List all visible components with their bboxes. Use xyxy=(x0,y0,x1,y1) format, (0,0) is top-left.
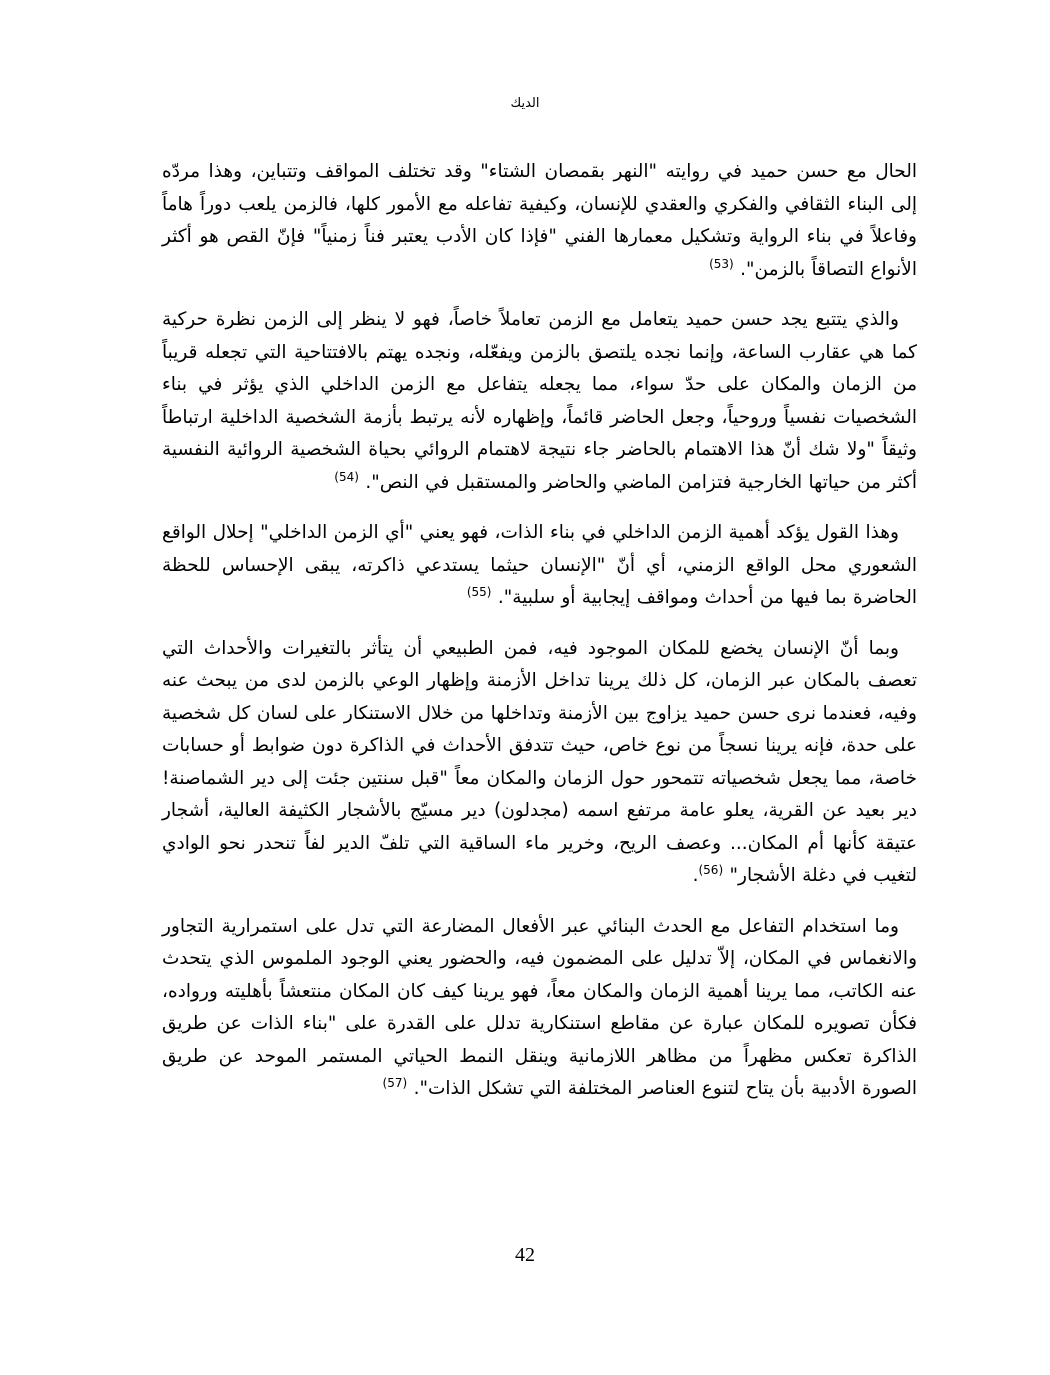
body-text xyxy=(162,156,917,1124)
paragraph-text: وهذا القول يؤكد أهمية الزمن الداخلي في بناء الذات، فهو يعني "أي الزمن الداخلي" إحلال الواقع الشعوري محل الواقع الزمني، أي أنّ "الإنسان حيثما يستدعي ذاكرته، يبقى الإحساس للحظة الحاضرة بما فيها من أحداث ومواقف إيجابية أو سلبية". xyxy=(162,522,917,608)
footnote-ref-53[interactable]: (53) xyxy=(709,256,734,271)
paragraph-1 xyxy=(162,156,917,286)
running-header: الديك xyxy=(510,96,540,111)
paragraph-suffix: . xyxy=(692,865,699,886)
paragraph-text: وبما أنّ الإنسان يخضع للمكان الموجود فيه، فمن الطبيعي أن يتأثر بالتغيرات والأحداث التي تعصف بالمكان عبر الزمان، كل ذلك يرينا تداخل الأزمنة وإظهار الوعي بالزمن لدى من يبحث عنه وفيه، فعندما نرى حسن حميد يزاوج بين الأزمنة وتداخلها من خلال الاستنكار على لسان كل شخصية على حدة، فإنه يرينا نسجاً من نوع خاص، حيث تتدفق الأحداث في الذاكرة دون ضوابط أو حسابات خاصة، مما يجعل شخصياته تتمحور حول الزمان والمكان معاً "قبل سنتين جئت إلى دير الشماصنة! دير بعيد عن القرية، يعلو عامة مرتفع اسمه (مجدلون) دير مسيّج بالأشجار الكثيفة العالية، أشجار عتيقة كأنها أم المكان... وعصف الريح، وخرير ماء الساقية التي تلفّ الدير لفاً تنحدر نحو الوادي لتغيب في دغلة الأشجار" xyxy=(162,637,917,886)
paragraph-4 xyxy=(162,633,917,893)
page-number: 42 xyxy=(515,1244,535,1266)
footnote-ref-54[interactable]: (54) xyxy=(334,469,359,484)
paragraph-3 xyxy=(162,517,917,615)
footnote-ref-57[interactable]: (57) xyxy=(382,1075,408,1090)
paragraph-2 xyxy=(162,304,917,499)
paragraph-5 xyxy=(162,911,917,1106)
paragraph-text: وما استخدام التفاعل مع الحدث البنائي عبر الأفعال المضارعة التي تدل على استمرارية التجاور والانغماس في المكان، إلاّ تدليل على المضمون فيه، والحضور يعني الوجود الملموس الذي يتحدث عنه الكاتب، مما يرينا أهمية الزمان والمكان معاً، فهو يرينا كيف كان المكان منتعشاً بأهليته ورواده، فكأن تصويره للمكان عبارة عن مقاطع استنكارية تدلل على القدرة على "بناء الذات عن طريق الذاكرة تعكس مظهراً من مظاهر اللازمانية وينقل النمط الحياتي المستمر الموحد عن طريق الصورة الأدبية بأن يتاح لتنوع العناصر المختلفة التي تشكل الذات". xyxy=(162,915,917,1099)
paragraph-text: والذي يتتبع يجد حسن حميد يتعامل مع الزمن تعاملاً خاصاً، فهو لا ينظر إلى الزمن نظرة حركية كما هي عقارب الساعة، وإنما نجده يلتصق بالزمن ويفعّله، ونجده يهتم بالافتتاحية التي تجعله قريباً من الزمان والمكان على حدّ سواء، مما يجعله يتفاعل مع الزمن الداخلي الذي يؤثر في بناء الشخصيات نفسياً وروحياً، وجعل الحاضر قائماً، وإظهاره لأنه يرتبط بأزمة الشخصية الداخلية ارتباطاً وثيقاً "ولا شك أنّ هذا الاهتمام بالحاضر جاء نتيجة لاهتمام الروائي بحياة الشخصية الروائية النفسية أكثر من حياتها الخارجية فتزامن الماضي والحاضر والمستقبل في النص". xyxy=(162,309,917,493)
footnote-ref-55[interactable]: (55) xyxy=(466,584,492,599)
paragraph-text: الحال مع حسن حميد في روايته "النهر بقمصان الشتاء" وقد تختلف المواقف وتتباين، وهذا مردّه إلى البناء الثقافي والفكري والعقدي للإنسان، وكيفية تفاعله مع الأمور كلها، فالزمن يلعب دوراً هاماً وفاعلاً في بناء الرواية وتشكيل معمارها الفني "فإذا كان الأدب يعتبر فناً زمنياً" فإنّ القص هو أكثر الأنواع التصاقاً بالزمن". xyxy=(162,161,917,280)
footnote-ref-56[interactable]: (56) xyxy=(698,862,724,877)
